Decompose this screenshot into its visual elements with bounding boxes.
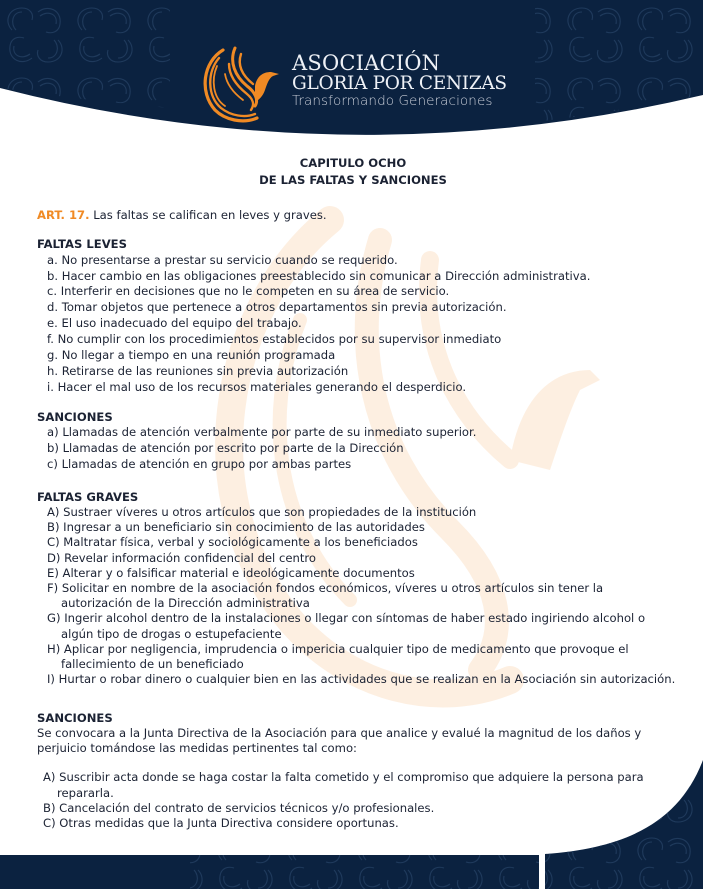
section-title-faltas-leves: FALTAS LEVES xyxy=(37,237,127,252)
list-item: c. Interferir en decisiones que no le competen en su área de servicio. xyxy=(47,284,450,299)
list-item: E) Alterar y o falsificar material e ideológicamente documentos xyxy=(47,565,415,580)
org-name-line2: GLORIA POR CENIZAS xyxy=(292,73,507,94)
list-item: C) Maltratar física, verbal y sociológicamente a los beneficiados xyxy=(47,535,418,550)
list-item: d. Tomar objetos que pertenece a otros departamentos sin previa autorización. xyxy=(47,300,507,315)
list-item: D) Revelar información confidencial del centro xyxy=(47,550,316,565)
list-item: i. Hacer el mal uso de los recursos materiales generando el desperdicio. xyxy=(47,379,467,394)
chapter-heading xyxy=(29,155,677,189)
list-item: A) Sustraer víveres u otros artículos que son propiedades de la institución xyxy=(47,505,477,520)
list-item: e. El uso inadecuado del equipo del trabajo. xyxy=(47,316,302,331)
list-item: a) Llamadas de atención verbalmente por parte de su inmediato superior. xyxy=(47,425,477,440)
page-header xyxy=(0,0,703,145)
list-item: a. No presentarse a prestar su servicio cuando se requerido. xyxy=(47,252,398,267)
list-item: g. No llegar a tiempo en una reunión programada xyxy=(47,348,336,363)
sanciones-leves-section xyxy=(37,410,677,473)
faltas-leves-section xyxy=(37,237,677,395)
list-item: F) Solicitar en nombre de la asociación fondos económicos, víveres u otros artículos sin tener la autorización de la Dirección administrativa xyxy=(47,581,604,611)
list-item: B) Ingresar a un beneficiario sin conocimiento de las autoridades xyxy=(47,520,425,535)
article-text: Las faltas se califican en leves y graves. xyxy=(89,208,327,222)
section-title-sanciones: SANCIONES xyxy=(37,409,113,424)
list-item: G) Ingerir alcohol dentro de la instalaciones o llegar con síntomas de haber estado ingiriendo alcohol o algún tipo de drogas o estupefaciente xyxy=(47,611,646,641)
faltas-leves-list xyxy=(37,253,677,396)
org-name-line1: ASOCIACIÓN xyxy=(292,51,441,75)
section-title-faltas-graves: FALTAS GRAVES xyxy=(37,489,139,504)
sanciones-intro: Se convocara a la Junta Directiva de la Asociación para que analice y evalué la magnitud de los daños y perjuicio tomándose las medidas pertinentes tal como: xyxy=(37,725,642,756)
list-item: C) Otras medidas que la Junta Directiva considere oportunas. xyxy=(43,816,399,831)
article-label: ART. 17. xyxy=(37,208,90,222)
list-item: b) Llamadas de atención por escrito por parte de la Dirección xyxy=(47,440,404,455)
page-footer xyxy=(0,760,703,889)
chapter-title: CAPITULO OCHO xyxy=(299,156,407,170)
document-body xyxy=(37,155,677,832)
sanciones-leves-list xyxy=(37,425,677,473)
list-item: f. No cumplir con los procedimientos establecidos por su supervisor inmediato xyxy=(47,332,502,347)
org-tagline: Transformando Generaciones xyxy=(292,93,493,109)
article-17 xyxy=(37,208,677,223)
organization-name xyxy=(292,52,507,109)
section-title-sanciones-graves: SANCIONES xyxy=(37,710,113,725)
list-item: H) Aplicar por negligencia, imprudencia o impericia cualquier tipo de medicamento que provoque el fallecimiento de un beneficiado xyxy=(47,641,629,672)
chapter-subtitle: DE LAS FALTAS Y SANCIONES xyxy=(259,173,447,187)
phoenix-logo-icon xyxy=(195,44,285,124)
list-item: I) Hurtar o robar dinero o cualquier bien en las actividades que se realizan en la Asociación sin autorización. xyxy=(47,672,676,687)
list-item: b. Hacer cambio en las obligaciones preestablecido sin comunicar a Dirección administrativa. xyxy=(47,268,591,283)
faltas-graves-section xyxy=(37,490,677,688)
faltas-graves-list xyxy=(37,505,677,687)
list-item: c) Llamadas de atención en grupo por ambas partes xyxy=(47,456,352,471)
list-item: B) Cancelación del contrato de servicios técnicos y/o profesionales. xyxy=(43,800,435,815)
organization-logo xyxy=(195,44,525,124)
list-item: A) Suscribir acta donde se haga costar la falta cometido y el compromiso que adquiere la persona para repararla. xyxy=(43,770,644,800)
list-item: h. Retirarse de las reuniones sin previa autorización xyxy=(47,363,349,378)
